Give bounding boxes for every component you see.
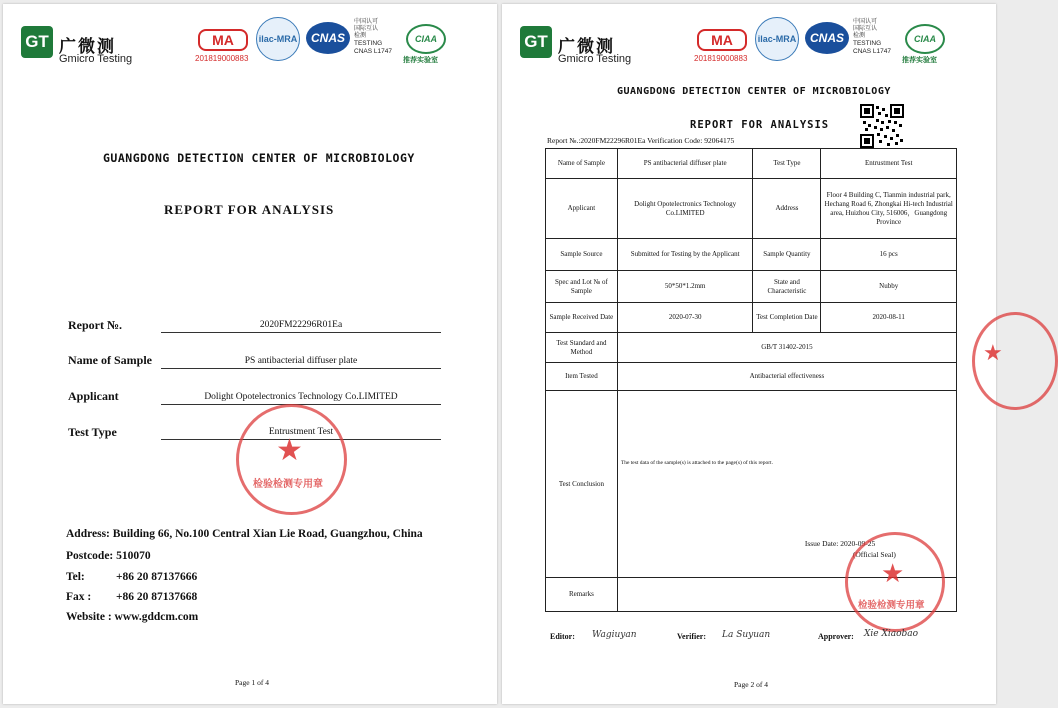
logo-chinese-name: 广微测	[558, 37, 615, 57]
logo-chinese-name: 广微测	[59, 37, 116, 57]
table-row	[546, 149, 957, 179]
completion-date-value: 2020-08-11	[821, 303, 957, 333]
table-row	[546, 271, 957, 303]
postcode-line: Postcode: 510070	[66, 550, 151, 562]
institution-name: GUANGDONG DETECTION CENTER OF MICROBIOLOGY	[617, 86, 891, 97]
item-tested-value: Antibacterial effectiveness	[617, 363, 956, 391]
sample-quantity-label: Sample Quantity	[753, 239, 821, 271]
stamp-star-icon: ★	[983, 341, 1003, 366]
cnas-cn-line: 国际互认	[354, 25, 379, 32]
cnas-cn-line: 检测	[853, 32, 866, 39]
ciaa-logo-icon: CIAA	[406, 24, 446, 54]
fax-value: +86 20 87137668	[116, 591, 198, 603]
state-value: Nubby	[821, 271, 957, 303]
ciaa-recommended-lab: 推荐实验室	[902, 56, 937, 64]
name-of-sample-label: Name of Sample	[546, 149, 618, 179]
spec-value: 50*50*1.2mm	[617, 271, 753, 303]
official-seal-label: (Official Seal)	[852, 550, 896, 559]
applicant-label: Applicant	[546, 179, 618, 239]
cnas-chinese-text	[354, 18, 378, 39]
test-type-label: Test Type	[753, 149, 821, 179]
editor-label: Editor:	[550, 632, 575, 641]
applicant-value: Dolight Opotelectronics Technology Co.LIMITED	[161, 391, 441, 405]
ilac-mra-icon: ilac-MRA	[256, 17, 300, 61]
ciaa-logo-icon: CIAA	[905, 24, 945, 54]
applicant-value: Dolight Opotelectronics Technology Co.LIMITED	[617, 179, 753, 239]
stamp-star-icon: ★	[276, 433, 303, 468]
cnas-cn-line: 检测	[354, 32, 367, 39]
test-conclusion-text: The test data of the sample(s) is attached to the page(s) of this report.	[620, 460, 773, 466]
verifier-label: Verifier:	[677, 632, 707, 641]
stamp-text: 检验检测专用章	[253, 479, 323, 490]
table-row	[546, 363, 957, 391]
approver-label: Approver:	[818, 632, 854, 641]
table-row	[546, 333, 957, 363]
institution-name: GUANGDONG DETECTION CENTER OF MICROBIOLOGY	[103, 151, 415, 165]
ciaa-recommended-lab: 推荐实验室	[403, 56, 438, 64]
cnas-logo-icon: CNAS	[306, 22, 350, 54]
address-value: Floor 4 Building C, Tianmin industrial park, Hechang Road 6, Zhongkai Hi-tech Industrial area, Huizhou City, 516006，Guangdong Province	[821, 179, 957, 239]
cnas-logo-icon: CNAS	[805, 22, 849, 54]
page-number: Page 1 of 4	[235, 678, 269, 687]
stamp-star-icon: ★	[881, 559, 905, 589]
sample-name-label: Name of Sample	[68, 353, 152, 367]
approver-signature: Xie Xiaobao	[864, 629, 919, 639]
ma-certification-number: 201819000883	[694, 54, 748, 63]
cnas-english-text	[853, 40, 891, 56]
cnas-cn-line: 中国认可	[354, 18, 379, 25]
report-title: REPORT FOR ANALYSIS	[164, 202, 335, 217]
ma-certification-icon: MA	[697, 29, 747, 51]
applicant-label: Applicant	[68, 389, 119, 403]
cnas-english-text	[354, 40, 392, 56]
test-conclusion-label: Test Conclusion	[546, 391, 618, 578]
received-date-label: Sample Received Date	[546, 303, 618, 333]
report-detail-page	[502, 4, 1003, 704]
cnas-en-line: TESTING	[853, 40, 882, 47]
gmicro-logo-icon: GT	[21, 26, 53, 58]
logo-english-name: Gmicro Testing	[59, 53, 133, 65]
completion-date-label: Test Completion Date	[753, 303, 821, 333]
spec-label: Spec and Lot № of Sample	[546, 271, 618, 303]
table-row	[546, 239, 957, 271]
state-label: State and Characteristic	[753, 271, 821, 303]
table-row	[546, 179, 957, 239]
cnas-en-line: TESTING	[354, 40, 383, 47]
test-type-value: Entrustment Test	[821, 149, 957, 179]
test-standard-label: Test Standard and Method	[546, 333, 618, 363]
tel-value: +86 20 87137666	[116, 571, 198, 583]
cnas-en-line: CNAS L1747	[354, 48, 392, 55]
stamp-text: 检验检测专用章	[858, 600, 925, 611]
name-of-sample-value: PS antibacterial diffuser plate	[617, 149, 753, 179]
official-seal-stamp	[845, 532, 945, 632]
table-row	[546, 303, 957, 333]
ma-certification-number: 201819000883	[195, 54, 249, 63]
report-cover-page	[3, 4, 497, 704]
received-date-value: 2020-07-30	[617, 303, 753, 333]
cnas-en-line: CNAS L1747	[853, 48, 891, 55]
address-line: Address: Building 66, No.100 Central Xian Lie Road, Guangzhou, China	[66, 528, 423, 540]
official-seal-stamp	[236, 404, 347, 515]
sample-quantity-value: 16 pcs	[821, 239, 957, 271]
page-number: Page 2 of 4	[734, 680, 768, 689]
gmicro-logo-icon: GT	[520, 26, 552, 58]
cnas-cn-line: 国际互认	[853, 25, 878, 32]
cnas-cn-line: 中国认可	[853, 18, 878, 25]
website-line: Website : www.gddcm.com	[66, 611, 199, 623]
test-type-label: Test Type	[68, 425, 117, 439]
ilac-mra-icon: ilac-MRA	[755, 17, 799, 61]
report-title: REPORT FOR ANALYSIS	[690, 119, 830, 131]
item-tested-label: Item Tested	[546, 363, 618, 391]
sample-name-value: PS antibacterial diffuser plate	[161, 355, 441, 369]
qr-code-icon	[860, 104, 904, 148]
sample-source-value: Submitted for Testing by the Applicant	[617, 239, 753, 271]
report-no-value: 2020FM22296R01Ea	[161, 319, 441, 333]
partial-seal-stamp	[972, 312, 1058, 410]
fax-label: Fax :	[66, 591, 92, 603]
ma-certification-icon: MA	[198, 29, 248, 51]
report-number-line: Report №.:2020FM22296R01Ea Verification Code: 92064175	[547, 136, 735, 145]
tel-label: Tel:	[66, 571, 85, 583]
cnas-chinese-text	[853, 18, 877, 39]
editor-signature: Wagiuyan	[592, 630, 637, 640]
report-no-label: Report №.	[68, 318, 123, 332]
sample-source-label: Sample Source	[546, 239, 618, 271]
issue-date: Issue Date: 2020-09-25	[804, 539, 876, 548]
logo-english-name: Gmicro Testing	[558, 53, 632, 65]
remarks-label: Remarks	[546, 578, 618, 612]
test-standard-value: GB/T 31402-2015	[617, 333, 956, 363]
address-label: Address	[753, 179, 821, 239]
verifier-signature: La Suyuan	[722, 630, 771, 640]
test-type-value: Entrustment Test	[161, 426, 441, 440]
